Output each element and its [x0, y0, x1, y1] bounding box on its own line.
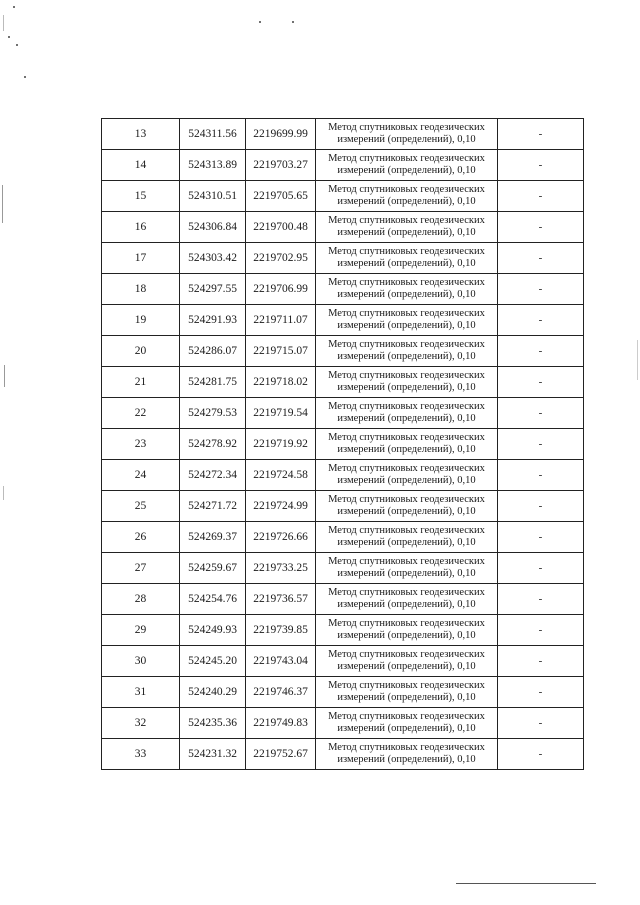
table-row	[102, 429, 584, 460]
y-coordinate-cell: 2219749.83	[246, 708, 316, 739]
value-cell: -	[498, 677, 584, 708]
value-cell: -	[498, 305, 584, 336]
table-row	[102, 646, 584, 677]
point-number-cell: 23	[102, 429, 180, 460]
y-coordinate-cell: 2219726.66	[246, 522, 316, 553]
method-cell: Метод спутниковых геодезических измерений (определений), 0,10	[316, 491, 498, 522]
x-coordinate-cell: 524310.51	[180, 181, 246, 212]
y-coordinate-cell: 2219743.04	[246, 646, 316, 677]
value-cell: -	[498, 460, 584, 491]
point-number-cell: 18	[102, 274, 180, 305]
point-number-cell: 20	[102, 336, 180, 367]
method-cell: Метод спутниковых геодезических измерений (определений), 0,10	[316, 181, 498, 212]
point-number-cell: 14	[102, 150, 180, 181]
point-number-cell: 31	[102, 677, 180, 708]
method-cell: Метод спутниковых геодезических измерений (определений), 0,10	[316, 212, 498, 243]
table-row	[102, 119, 584, 150]
value-cell: -	[498, 522, 584, 553]
y-coordinate-cell: 2219711.07	[246, 305, 316, 336]
table-row	[102, 460, 584, 491]
table-row	[102, 615, 584, 646]
x-coordinate-cell: 524297.55	[180, 274, 246, 305]
scan-speck	[259, 21, 261, 23]
footer-rule	[456, 883, 596, 884]
point-number-cell: 21	[102, 367, 180, 398]
table-row	[102, 739, 584, 770]
x-coordinate-cell: 524303.42	[180, 243, 246, 274]
value-cell: -	[498, 181, 584, 212]
scan-edge-mark	[2, 185, 3, 223]
scan-speck	[13, 6, 15, 8]
point-number-cell: 17	[102, 243, 180, 274]
x-coordinate-cell: 524286.07	[180, 336, 246, 367]
value-cell: -	[498, 708, 584, 739]
value-cell: -	[498, 584, 584, 615]
method-cell: Метод спутниковых геодезических измерений (определений), 0,10	[316, 584, 498, 615]
value-cell: -	[498, 150, 584, 181]
x-coordinate-cell: 524259.67	[180, 553, 246, 584]
scan-speck	[24, 76, 26, 78]
x-coordinate-cell: 524271.72	[180, 491, 246, 522]
y-coordinate-cell: 2219719.92	[246, 429, 316, 460]
table-row	[102, 708, 584, 739]
scan-edge-mark	[3, 15, 4, 31]
value-cell: -	[498, 119, 584, 150]
value-cell: -	[498, 615, 584, 646]
table-row	[102, 553, 584, 584]
coordinates-table-body	[102, 119, 584, 770]
method-cell: Метод спутниковых геодезических измерений (определений), 0,10	[316, 429, 498, 460]
y-coordinate-cell: 2219702.95	[246, 243, 316, 274]
y-coordinate-cell: 2219718.02	[246, 367, 316, 398]
table-row	[102, 305, 584, 336]
value-cell: -	[498, 646, 584, 677]
value-cell: -	[498, 739, 584, 770]
method-cell: Метод спутниковых геодезических измерений (определений), 0,10	[316, 150, 498, 181]
point-number-cell: 28	[102, 584, 180, 615]
method-cell: Метод спутниковых геодезических измерений (определений), 0,10	[316, 677, 498, 708]
point-number-cell: 22	[102, 398, 180, 429]
y-coordinate-cell: 2219746.37	[246, 677, 316, 708]
point-number-cell: 16	[102, 212, 180, 243]
y-coordinate-cell: 2219703.27	[246, 150, 316, 181]
method-cell: Метод спутниковых геодезических измерений (определений), 0,10	[316, 522, 498, 553]
x-coordinate-cell: 524306.84	[180, 212, 246, 243]
x-coordinate-cell: 524281.75	[180, 367, 246, 398]
table-row	[102, 522, 584, 553]
y-coordinate-cell: 2219733.25	[246, 553, 316, 584]
y-coordinate-cell: 2219706.99	[246, 274, 316, 305]
method-cell: Метод спутниковых геодезических измерений (определений), 0,10	[316, 646, 498, 677]
method-cell: Метод спутниковых геодезических измерений (определений), 0,10	[316, 305, 498, 336]
point-number-cell: 27	[102, 553, 180, 584]
table-row	[102, 150, 584, 181]
y-coordinate-cell: 2219700.48	[246, 212, 316, 243]
method-cell: Метод спутниковых геодезических измерений (определений), 0,10	[316, 708, 498, 739]
x-coordinate-cell: 524235.36	[180, 708, 246, 739]
x-coordinate-cell: 524279.53	[180, 398, 246, 429]
x-coordinate-cell: 524272.34	[180, 460, 246, 491]
value-cell: -	[498, 398, 584, 429]
table-row	[102, 367, 584, 398]
value-cell: -	[498, 336, 584, 367]
point-number-cell: 33	[102, 739, 180, 770]
method-cell: Метод спутниковых геодезических измерений (определений), 0,10	[316, 274, 498, 305]
x-coordinate-cell: 524291.93	[180, 305, 246, 336]
x-coordinate-cell: 524278.92	[180, 429, 246, 460]
y-coordinate-cell: 2219719.54	[246, 398, 316, 429]
method-cell: Метод спутниковых геодезических измерений (определений), 0,10	[316, 460, 498, 491]
y-coordinate-cell: 2219724.58	[246, 460, 316, 491]
coordinates-table	[101, 118, 584, 770]
y-coordinate-cell: 2219715.07	[246, 336, 316, 367]
table-row	[102, 491, 584, 522]
value-cell: -	[498, 274, 584, 305]
table-row	[102, 181, 584, 212]
method-cell: Метод спутниковых геодезических измерений (определений), 0,10	[316, 553, 498, 584]
table-row	[102, 677, 584, 708]
point-number-cell: 26	[102, 522, 180, 553]
value-cell: -	[498, 491, 584, 522]
method-cell: Метод спутниковых геодезических измерений (определений), 0,10	[316, 243, 498, 274]
method-cell: Метод спутниковых геодезических измерений (определений), 0,10	[316, 739, 498, 770]
point-number-cell: 19	[102, 305, 180, 336]
x-coordinate-cell: 524311.56	[180, 119, 246, 150]
table-row	[102, 243, 584, 274]
y-coordinate-cell: 2219705.65	[246, 181, 316, 212]
scan-edge-mark	[4, 365, 5, 387]
method-cell: Метод спутниковых геодезических измерений (определений), 0,10	[316, 119, 498, 150]
scan-speck	[8, 36, 10, 38]
point-number-cell: 29	[102, 615, 180, 646]
y-coordinate-cell: 2219724.99	[246, 491, 316, 522]
x-coordinate-cell: 524269.37	[180, 522, 246, 553]
y-coordinate-cell: 2219736.57	[246, 584, 316, 615]
scan-speck	[16, 44, 18, 46]
point-number-cell: 32	[102, 708, 180, 739]
scan-edge-mark	[3, 486, 4, 500]
x-coordinate-cell: 524245.20	[180, 646, 246, 677]
point-number-cell: 15	[102, 181, 180, 212]
method-cell: Метод спутниковых геодезических измерений (определений), 0,10	[316, 367, 498, 398]
table-row	[102, 274, 584, 305]
table-row	[102, 336, 584, 367]
method-cell: Метод спутниковых геодезических измерений (определений), 0,10	[316, 398, 498, 429]
y-coordinate-cell: 2219739.85	[246, 615, 316, 646]
x-coordinate-cell: 524231.32	[180, 739, 246, 770]
point-number-cell: 24	[102, 460, 180, 491]
method-cell: Метод спутниковых геодезических измерений (определений), 0,10	[316, 615, 498, 646]
point-number-cell: 30	[102, 646, 180, 677]
value-cell: -	[498, 553, 584, 584]
scan-speck	[292, 21, 294, 23]
y-coordinate-cell: 2219699.99	[246, 119, 316, 150]
scan-edge-mark	[637, 340, 638, 380]
table-row	[102, 398, 584, 429]
method-cell: Метод спутниковых геодезических измерений (определений), 0,10	[316, 336, 498, 367]
table-row	[102, 584, 584, 615]
x-coordinate-cell: 524240.29	[180, 677, 246, 708]
value-cell: -	[498, 243, 584, 274]
point-number-cell: 25	[102, 491, 180, 522]
value-cell: -	[498, 429, 584, 460]
y-coordinate-cell: 2219752.67	[246, 739, 316, 770]
x-coordinate-cell: 524254.76	[180, 584, 246, 615]
value-cell: -	[498, 212, 584, 243]
table-row	[102, 212, 584, 243]
value-cell: -	[498, 367, 584, 398]
x-coordinate-cell: 524249.93	[180, 615, 246, 646]
point-number-cell: 13	[102, 119, 180, 150]
x-coordinate-cell: 524313.89	[180, 150, 246, 181]
